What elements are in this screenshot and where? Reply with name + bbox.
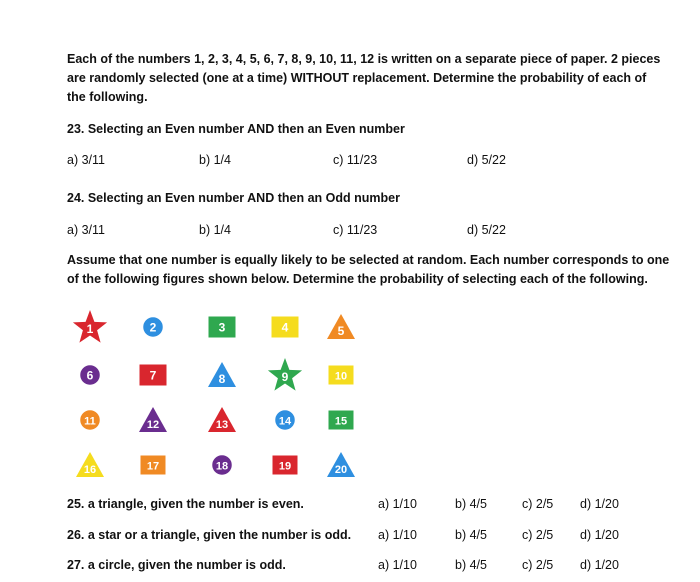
q27-option-a[interactable]: a) 1/10 (378, 558, 417, 572)
q23-option-b[interactable]: b) 1/4 (199, 153, 231, 167)
figure-9-star (268, 358, 302, 391)
q24-option-a[interactable]: a) 3/11 (67, 223, 105, 237)
q27-option-c[interactable]: c) 2/5 (522, 558, 554, 572)
figure-5-triangle (327, 314, 355, 339)
figure-12-triangle (139, 407, 167, 432)
figure-6-circle (80, 365, 101, 386)
figure-12-label: 12 (146, 419, 160, 431)
figure-8-triangle (208, 362, 236, 387)
q25-option-c[interactable]: c) 2/5 (522, 497, 554, 511)
figure-3-square (209, 317, 236, 338)
figure-17-label: 17 (146, 460, 160, 473)
figure-14-label: 14 (278, 415, 292, 428)
figure-18-label: 18 (215, 460, 229, 473)
figure-15-label: 15 (334, 415, 348, 428)
figure-19-square (273, 456, 298, 475)
figure-11-label: 11 (84, 415, 96, 428)
figure-10-square (329, 366, 354, 385)
question-23: 23. Selecting an Even number AND then an Even number (67, 122, 405, 136)
figure-8-label: 8 (218, 372, 226, 386)
figure-4-label: 4 (281, 320, 289, 335)
figure-15-square (329, 411, 354, 430)
figure-16-triangle (76, 452, 104, 477)
q23-option-c[interactable]: c) 11/23 (333, 153, 378, 167)
q23-option-a[interactable]: a) 3/11 (67, 153, 105, 167)
figure-2-label: 2 (149, 320, 157, 335)
q25-option-d[interactable]: d) 1/20 (580, 497, 619, 511)
figure-1-label: 1 (86, 322, 94, 336)
q26-option-d[interactable]: d) 1/20 (580, 528, 619, 542)
figure-14-circle (275, 410, 296, 431)
q25-option-b[interactable]: b) 4/5 (455, 497, 487, 511)
figure-9-label: 9 (281, 370, 289, 384)
q25-option-a[interactable]: a) 1/10 (378, 497, 417, 511)
question-26: 26. a star or a triangle, given the number is odd. (67, 528, 352, 542)
q24-option-b[interactable]: b) 1/4 (199, 223, 231, 237)
figure-10-label: 10 (334, 370, 348, 383)
figure-2-circle (143, 317, 164, 338)
q26-option-a[interactable]: a) 1/10 (378, 528, 417, 542)
figure-1-star (73, 310, 107, 343)
figure-16-label: 16 (83, 464, 97, 476)
q26-option-c[interactable]: c) 2/5 (522, 528, 554, 542)
intro2-line-1: Assume that one number is equally likely to be selected at random. Each number corresponds to one (67, 253, 670, 267)
intro-line-2: are randomly selected (one at a time) WITHOUT replacement. Determine the probability of each of (67, 71, 647, 85)
question-24: 24. Selecting an Even number AND then an Odd number (67, 191, 400, 205)
figure-13-label: 13 (215, 419, 229, 431)
figure-13-triangle (208, 407, 236, 432)
figure-18-circle (212, 455, 233, 476)
q24-option-d[interactable]: d) 5/22 (467, 223, 506, 237)
q27-option-d[interactable]: d) 1/20 (580, 558, 619, 572)
figure-20-label: 20 (334, 464, 348, 476)
figure-5-label: 5 (337, 324, 345, 338)
intro2-line-2: of the following figures shown below. Determine the probability of selecting each of the following. (67, 272, 648, 286)
figure-20-triangle (327, 452, 355, 477)
question-25: 25. a triangle, given the number is even. (67, 497, 304, 511)
question-27: 27. a circle, given the number is odd. (67, 558, 286, 572)
figure-19-label: 19 (278, 460, 292, 473)
figure-7-label: 7 (149, 368, 157, 383)
intro-line-3: the following. (67, 90, 148, 104)
q27-option-b[interactable]: b) 4/5 (455, 558, 487, 572)
figure-7-square (140, 365, 167, 386)
figure-3-label: 3 (218, 320, 226, 335)
q26-option-b[interactable]: b) 4/5 (455, 528, 487, 542)
figure-6-label: 6 (86, 368, 94, 383)
intro-line-1: Each of the numbers 1, 2, 3, 4, 5, 6, 7, 8, 9, 10, 11, 12 is written on a separate piece of paper. 2 pieces (67, 52, 661, 66)
q24-option-c[interactable]: c) 11/23 (333, 223, 378, 237)
figure-4-square (272, 317, 299, 338)
figure-17-square (141, 456, 166, 475)
q23-option-d[interactable]: d) 5/22 (467, 153, 506, 167)
figure-11-circle (80, 410, 101, 431)
